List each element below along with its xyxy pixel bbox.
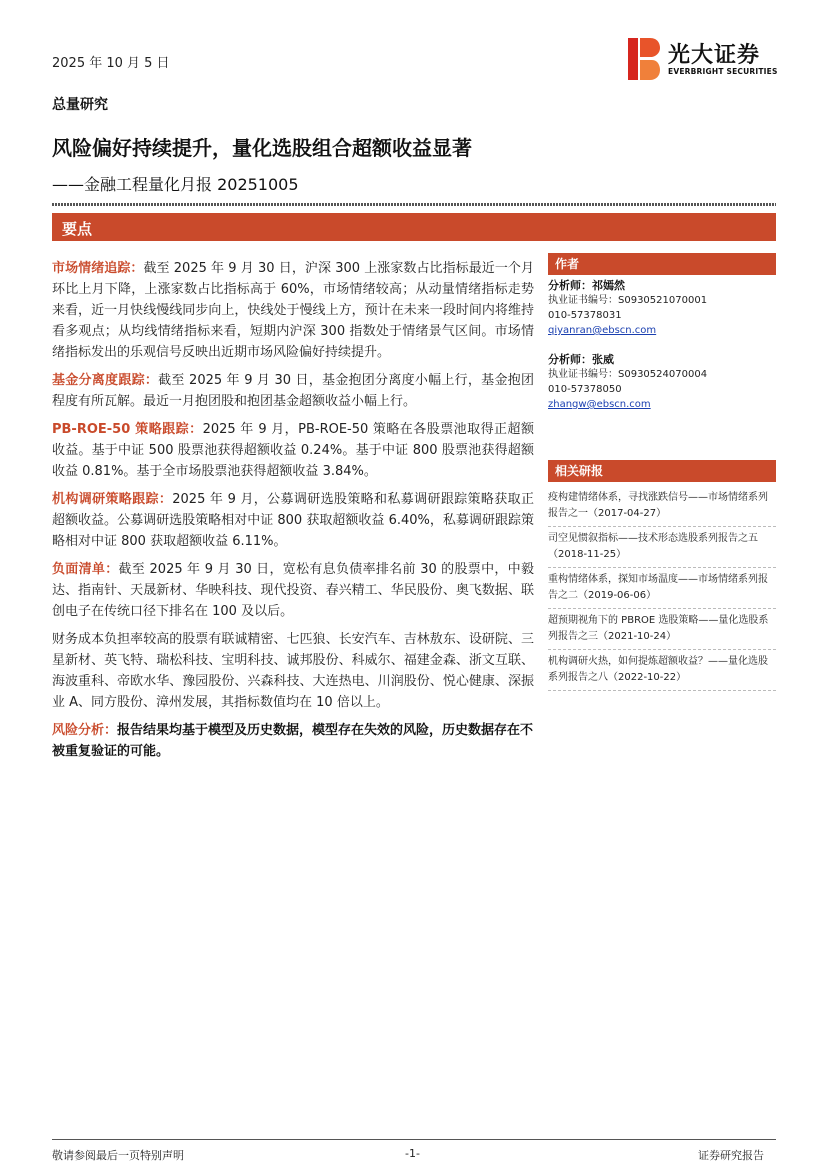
everbright-logo-icon [626, 36, 662, 82]
keypoints-body [52, 258, 534, 720]
paragraph-label: 机构调研策略跟踪： [52, 492, 173, 507]
footer-disclaimer: 敬请参阅最后一页特别声明 [52, 1149, 184, 1162]
analyst-cert: 执业证书编号：S0930521070001 [548, 295, 708, 306]
brand-name-en: EVERBRIGHT SECURITIES [668, 67, 778, 76]
keypoints-bar [52, 213, 776, 241]
analyst-email-link[interactable]: qiyanran@ebscn.com [548, 325, 657, 336]
paragraph-label: PB-ROE-50 策略跟踪： [52, 422, 203, 437]
analyst-name: 分析师：祁嫣然 [548, 279, 625, 292]
footer-report-type: 证券研究报告 [698, 1149, 764, 1162]
analyst-phone: 010-57378050 [548, 384, 622, 395]
paragraph-negative-list [52, 559, 534, 622]
paragraph-label: 负面清单： [52, 562, 119, 577]
analyst-cert: 执业证书编号：S0930524070004 [548, 369, 708, 380]
paragraph-text: 截至 2025 年 9 月 30 日，宽松有息负债率排名前 30 的股票中，中毅达、指南针、天晟新材、华映科技、现代投资、春兴精工、华民股份、奥飞数据、联创电子在传统口径下排名在 100 及以后。 [52, 562, 534, 619]
report-date: 2025 年 10 月 5 日 [52, 56, 170, 71]
related-research-item[interactable]: 机构调研火热，如何提炼超额收益？——量化选股系列报告之八（2022-10-22） [548, 650, 776, 691]
brand-name: 光大证券 [668, 43, 761, 68]
paragraph-text: 截至 2025 年 9 月 30 日，沪深 300 上涨家数占比指标最近一个月环比上月下降，上涨家数占比指标高于 60%，市场情绪较高；从动量情绪指标走势来看，近一月快线慢线同步向上，快线处于慢线上方，预计在未来一段时间内将维持看多观点；从均线情绪指标来看，短期内沪深 300 指数处于情绪景气区间。市场情绪指标发出的乐观信号反映出近期市场风险偏好持续提升。 [52, 261, 534, 360]
paragraph-fund-separation [52, 370, 534, 412]
page-number: -1- [405, 1147, 420, 1160]
authors-heading: 作者 [548, 253, 776, 275]
related-research-item[interactable]: 疫构建情绪体系，寻找涨跌信号——市场情绪系列报告之一（2017-04-27） [548, 486, 776, 527]
report-category: 总量研究 [52, 97, 108, 113]
paragraph-label: 市场情绪追踪： [52, 261, 144, 276]
related-research-panel [548, 460, 776, 691]
paragraph-institutional-research [52, 489, 534, 552]
related-research-heading: 相关研报 [548, 460, 776, 482]
paragraph-text: 财务成本负担率较高的股票有联诚精密、七匹狼、长安汽车、吉林敖东、设研院、三星新材、英飞特、瑞松科技、宝明科技、诚邦股份、科威尔、福建金森、浙文互联、海波重科、帝欧水华、豫园股份、兴森科技、大连热电、川润股份、悦心健康、深振业 A、同方股份、漳州发展，其指标数值均在 10 倍以上。 [52, 632, 534, 710]
report-subtitle: ——金融工程量化月报 20251005 [52, 175, 299, 194]
footer-divider [52, 1139, 776, 1140]
report-title: 风险偏好持续提升，量化选股组合超额收益显著 [52, 136, 472, 160]
related-research-item[interactable]: 超预期视角下的 PBROE 选股策略——量化选股系列报告之三（2021-10-24） [548, 609, 776, 650]
analyst-name: 分析师：张威 [548, 353, 614, 366]
analyst-card [548, 278, 776, 338]
paragraph-text: 截至 2025 年 9 月 30 日，基金抱团分离度小幅上行，基金抱团程度有所瓦解。最近一月抱团股和抱团基金超额收益小幅上行。 [52, 373, 534, 409]
authors-panel [548, 253, 776, 412]
paragraph-label: 基金分离度跟踪： [52, 373, 159, 388]
related-research-item[interactable]: 司空见惯叙指标——技术形态选股系列报告之五（2018-11-25） [548, 527, 776, 568]
analyst-card [548, 352, 776, 412]
risk-label: 风险分析： [52, 723, 118, 738]
risk-analysis [52, 720, 534, 762]
paragraph-finance-cost [52, 629, 534, 713]
related-research-list [548, 486, 776, 691]
analyst-phone: 010-57378031 [548, 310, 622, 321]
analyst-email-link[interactable]: zhangw@ebscn.com [548, 399, 651, 410]
header-divider [52, 203, 776, 206]
paragraph-market-sentiment [52, 258, 534, 363]
paragraph-text: 2025 年 9 月，PB-ROE-50 策略在各股票池取得正超额收益。基于中证 500 股票池获得超额收益 0.24%。基于中证 800 股票池获得超额收益 0.81%。基于全市场股票池获得超额收益 3.84%。 [52, 422, 534, 479]
paragraph-text: 2025 年 9 月，公募调研选股策略和私募调研跟踪策略获取正超额收益。公募调研选股策略相对中证 800 获取超额收益 6.40%，私募调研跟踪策略相对中证 800 获取超额收益 6.11%。 [52, 492, 534, 549]
paragraph-pb-roe [52, 419, 534, 482]
risk-text: 报告结果均基于模型及历史数据，模型存在失效的风险，历史数据存在不被重复验证的可能。 [52, 723, 534, 759]
keypoints-heading: 要点 [62, 220, 93, 238]
related-research-item[interactable]: 重构情绪体系，探知市场温度——市场情绪系列报告之二（2019-06-06） [548, 568, 776, 609]
